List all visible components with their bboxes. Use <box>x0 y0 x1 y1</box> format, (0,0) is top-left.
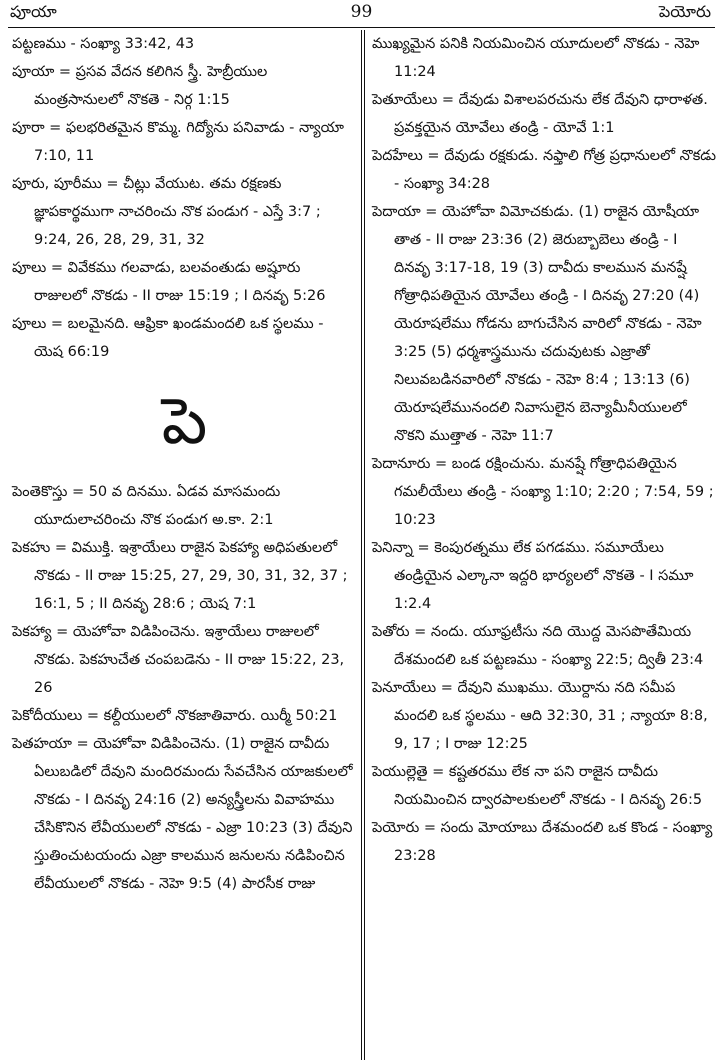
dictionary-entry: పూయా = ప్రసవ వేదన కలిగిన స్త్రీ. హెబ్రీయుల మంత్రసానులలో నొకతె - నిర్గ 1:15 <box>12 64 268 108</box>
dictionary-entry: పెదాయా = యెహోవా విమోచకుడు. (1) రాజైన యోషీయా తాత - II రాజు 23:36 (2) జెరుబ్బాబెలు తండ్రి - I దినవృ 3:17-18, 19 (3) దావీదు కాలమున మనష్షే గోత్రాధిపతియైన యోవేలు తండ్రి - I దినవృ 27:20 (4) యెరూషలేము గోడను బాగుచేసిన వారిలో నొకడు - నెహె 3:25 (5) ధర్మశాస్త్రమును చదువుటకు ఎజ్రాతో నిలువబడినవారిలో నొకడు - నెహె 8:4 ; 13:13 (6) యెరూషలేమునందలి నివాసులైన బెన్యామీనీయులలో నొకని ముత్తాత - నెహె 11:7 <box>372 204 702 444</box>
page-number: 99 <box>350 2 373 22</box>
dictionary-entry: పెయుల్లెతై = కష్టతరము లేక నా పని రాజైన దావీదు నియమించిన ద్వారపాలకులలో నొకడు - I దినవృ 26:5 <box>372 764 703 808</box>
dictionary-entry: పెతూయేలు = దేవుడు విశాలపరచును లేక దేవుని ధారాళత. ప్రవక్తయైన యోవేలు తండ్రి - యోవే 1:1 <box>372 92 708 136</box>
header-rule <box>8 27 715 28</box>
section-letter-heading: పె <box>161 385 208 459</box>
dictionary-entry: పట్టణము - సంఖ్యా 33:42, 43 <box>12 36 195 52</box>
dictionary-entry: పెంతెకొస్తు = 50 వ దినము. ఏడవ మాసమందు యూదులాచరించు నొక పండుగ అ.కా. 2:1 <box>12 484 281 528</box>
dictionary-entry: పెతహయా = యెహోవా విడిపించెను. (1) రాజైన దావీదు ఏలుబడిలో దేవుని మందిరమందు సేవచేసిన యాజకులలో నొకడు - I దినవృ 24:16 (2) అన్యస్త్రీలను వివాహము చేసికొనిన లేవీయులలో నొకడు - ఎజ్రా 10:23 (3) దేవుని స్తుతించుటయందు ఎజ్రా కాలమున జనులను నడిపించిన లేవీయులలో నొకడు - నెహె 9:5 (4) పారసీక రాజు <box>12 736 353 892</box>
dictionary-entry: పెనిన్నా = కెంపురత్నము లేక పగడము. సమూయేలు తండ్రియైన ఎల్కానా ఇద్దరి భార్యలలో నొకతె - I సమూ 1:2.4 <box>372 540 694 612</box>
column-divider <box>361 30 362 1060</box>
dictionary-entry: పెయోరు = సందు మోయాబు దేశమందలి ఒక కొండ - సంఖ్యా 23:28 <box>372 820 713 864</box>
dictionary-entry: పెదానూరు = బండ రక్షించును. మనష్షే గోత్రాధిపతియైన గమలీయేలు తండ్రి - సంఖ్యా 1:10; 2:20 ; 7:54, 59 ; 10:23 <box>372 456 714 528</box>
running-head-right: పెయోరు <box>658 2 711 21</box>
dictionary-entry: పూలు = వివేకము గలవాడు, బలవంతుడు అష్షూరు రాజులలో నొకడు - II రాజు 15:19 ; I దినవృ 5:26 <box>12 260 326 304</box>
dictionary-entry: పెతోరు = నందు. యూఫ్రటీసు నది యొద్ద మెసపొతేమియ దేశమందలి ఒక పట్టణము - సంఖ్యా 22:5; ద్వితీ 23:4 <box>372 624 704 668</box>
dictionary-entry: పూరా = ఫలభరితమైన కొమ్మ. గిద్యోను పనివాడు - న్యాయా 7:10, 11 <box>12 120 344 164</box>
page-header <box>0 0 723 26</box>
dictionary-entry: పెకోదీయులు = కల్దీయులలో నొకజాతివారు. యిర్మీ 50:21 <box>12 708 338 724</box>
dictionary-entry: పెదహేలు = దేవుడు రక్షకుడు. నఫ్తాలి గోత్ర ప్రధానులలో నొకడు - సంఖ్యా 34:28 <box>372 148 717 192</box>
running-head-left: పూయా <box>10 2 57 21</box>
dictionary-entry: పెకహ్యా = యెహోవా విడిపించెను. ఇశ్రాయేలు రాజులలో నొకడు. పెకహుచేత చంపబడెను - II రాజు 15:22, 23, 26 <box>12 624 345 696</box>
dictionary-entry: పూలు = బలమైనది. ఆఫ్రికా ఖండమందలి ఒక స్థలము - యెష 66:19 <box>12 316 324 360</box>
dictionary-entry: పెకహు = విముక్తి. ఇశ్రాయేలు రాజైన పెకహ్యా అధిపతులలో నొకడు - II రాజు 15:25, 27, 29, 30, 31, 32, 37 ; 16:1, 5 ; II దినవృ 28:6 ; యెష 7:1 <box>12 540 348 612</box>
left-column <box>12 30 357 898</box>
dictionary-entry: పెనూయేలు = దేవుని ముఖము. యొర్దాను నది సమీప మందలి ఒక స్థలము - ఆది 32:30, 31 ; న్యాయా 8:8, 9, 17 ; I రాజు 12:25 <box>372 680 708 752</box>
right-column <box>372 30 717 870</box>
dictionary-entry: ముఖ్యమైన పనికి నియమించిన యూదులలో నొకడు - నెహె 11:24 <box>372 36 700 80</box>
dictionary-entry: పూరు, పూరీము = చీట్లు వేయుట. తమ రక్షణకు జ్ఞాపకార్థముగా నాచరించు నొక పండుగ - ఎస్తే 3:7 ; 9:24, 26, 28, 29, 31, 32 <box>12 176 321 248</box>
